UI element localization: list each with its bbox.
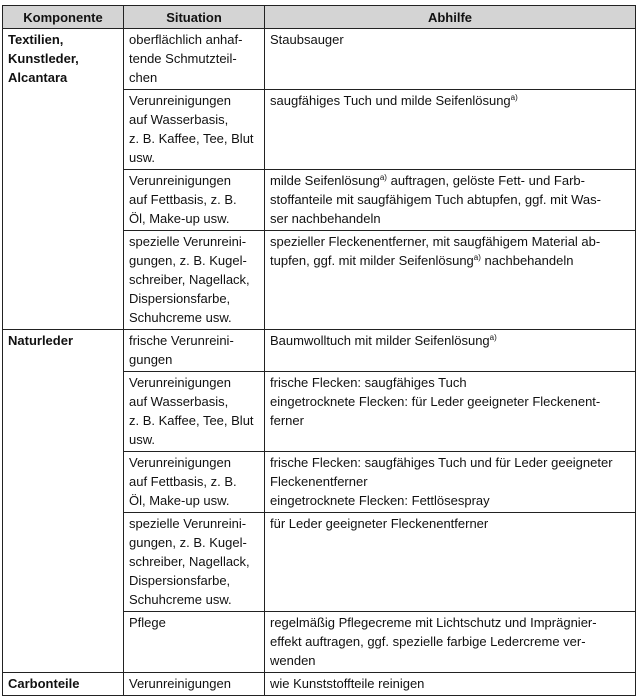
situation-cell: Verunreinigungen auf Fettbasis, z. B. Öl, Make-up usw. (124, 170, 265, 231)
remedy-cell (265, 452, 636, 513)
remedy-text: frische Flecken: saugfähiges Tuch und für Leder geeigneter Fleckenentferner eingetrocknete Flecken: Fettlösespray (270, 455, 613, 508)
remedy-cell (265, 29, 636, 90)
table-row (3, 673, 636, 696)
remedy-text: milde Seifenlösung (270, 173, 380, 188)
footnote-marker: a) (473, 253, 481, 262)
remedy-text: für Leder geeigneter Fleckenentferner (270, 516, 489, 531)
remedy-cell (265, 673, 636, 696)
table-row (3, 330, 636, 372)
footnote-marker: a) (379, 173, 387, 182)
situation-cell: spezielle Verunreini- gungen, z. B. Kugel- schreiber, Nagellack, Dispersionsfarbe, Schuhcreme usw. (124, 513, 265, 612)
footnote-marker: a) (489, 333, 497, 342)
remedy-cell (265, 513, 636, 612)
remedy-cell (265, 612, 636, 673)
header-komponente: Komponente (3, 6, 124, 29)
situation-cell: Verunreinigungen auf Fettbasis, z. B. Öl, Make-up usw. (124, 452, 265, 513)
situation-cell: Verunreinigungen (124, 673, 265, 696)
remedy-text: frische Flecken: saugfähiges Tuch eingetrocknete Flecken: für Leder geeigneter Fleckenent- ferner (270, 375, 601, 428)
remedy-text-continued: auftragen, gelöste Fett- und Farb- stoffanteile mit saugfähigem Tuch abtupfen, ggf. mit Was- ser nachbehandeln (270, 173, 601, 226)
situation-cell: oberflächlich anhaf- tende Schmutzteil- chen (124, 29, 265, 90)
situation-cell: frische Verunreini- gungen (124, 330, 265, 372)
remedy-cell (265, 90, 636, 170)
remedy-text-continued: nachbehandeln (480, 253, 574, 268)
remedy-text: saugfähiges Tuch und milde Seifenlösung (270, 93, 511, 108)
table-row (3, 29, 636, 90)
component-cell: Carbonteile (3, 673, 124, 696)
situation-cell: Verunreinigungen auf Wasserbasis, z. B. Kaffee, Tee, Blut usw. (124, 372, 265, 452)
remedy-cell (265, 372, 636, 452)
remedy-text: spezieller Fleckenentferner, mit saugfähigem Material ab- tupfen, ggf. mit milder Seifenlösung (270, 234, 601, 268)
remedy-text: wie Kunststoffteile reinigen (270, 676, 425, 691)
remedy-text: Baumwolltuch mit milder Seifenlösung (270, 333, 490, 348)
cleaning-table (2, 5, 636, 696)
component-cell: Textilien, Kunstleder, Alcantara (3, 29, 124, 330)
header-row (3, 6, 636, 29)
remedy-cell (265, 170, 636, 231)
footnote-marker: a) (510, 93, 518, 102)
remedy-text: regelmäßig Pflegecreme mit Lichtschutz und Imprägnier- effekt auftragen, ggf. spezielle farbige Ledercreme ver- wenden (270, 615, 597, 668)
header-situation: Situation (124, 6, 265, 29)
remedy-cell (265, 330, 636, 372)
situation-cell: spezielle Verunreini- gungen, z. B. Kugel- schreiber, Nagellack, Dispersionsfarbe, Schuhcreme usw. (124, 231, 265, 330)
situation-cell: Verunreinigungen auf Wasserbasis, z. B. Kaffee, Tee, Blut usw. (124, 90, 265, 170)
remedy-cell (265, 231, 636, 330)
situation-cell: Pflege (124, 612, 265, 673)
remedy-text: Staubsauger (270, 32, 344, 47)
header-abhilfe: Abhilfe (265, 6, 636, 29)
component-cell: Naturleder (3, 330, 124, 673)
